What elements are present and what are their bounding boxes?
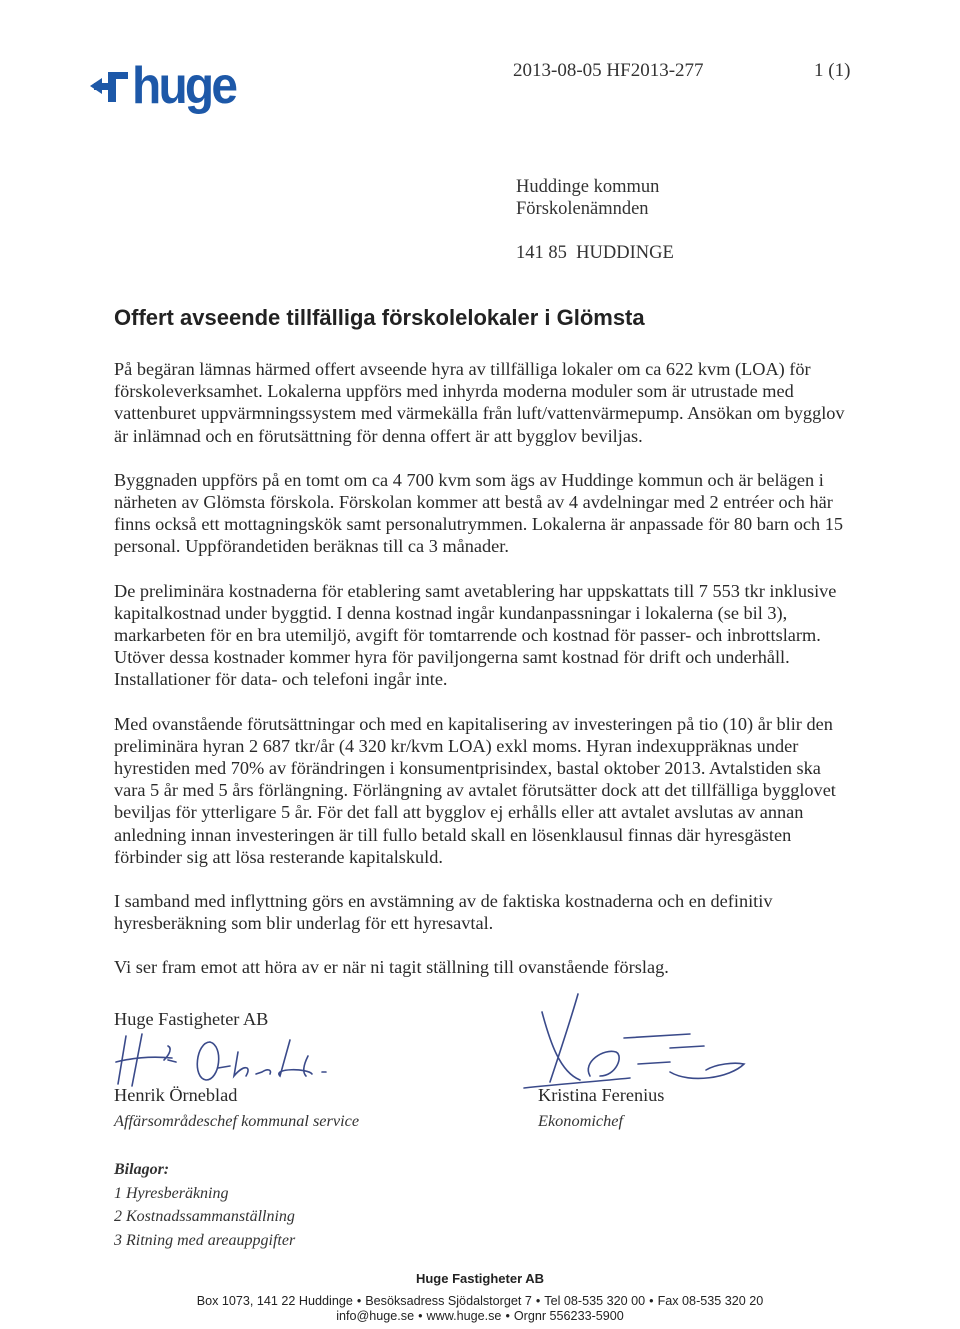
- page-number: 1 (1): [814, 60, 851, 81]
- footer-web-line: [0, 1309, 960, 1323]
- logo-wordmark: huge: [132, 57, 236, 115]
- footer-orgnr: Orgnr 556233-5900: [513, 1309, 624, 1323]
- attachment-item: 2 Kostnadssammanställning: [114, 1208, 295, 1225]
- signature-right-icon: [520, 992, 752, 1096]
- footer-visit: Besöksadress Sjödalstorget 7: [365, 1294, 532, 1308]
- body-paragraph: I samband med inflyttning görs en avstämning av de faktiska kostnaderna och en definitiv hyresberäkning som blir underlag för ett hyresavtal.: [114, 891, 773, 934]
- signing-company: Huge Fastigheter AB: [114, 1009, 269, 1029]
- signer-left-name: Henrik Örneblad: [114, 1085, 238, 1105]
- footer-fax: Fax 08-535 320 20: [657, 1294, 764, 1308]
- attachments-heading: Bilagor:: [114, 1161, 170, 1178]
- footer-company: Huge Fastigheter AB: [415, 1271, 545, 1286]
- bullet-icon: •: [535, 1294, 541, 1308]
- bullet-icon: •: [505, 1309, 510, 1323]
- bullet-icon: •: [356, 1294, 362, 1308]
- body-paragraph: Vi ser fram emot att höra av er när ni tagit ställning till ovanstående förslag.: [114, 957, 669, 978]
- attachment-item: 1 Hyresberäkning: [114, 1184, 229, 1202]
- letter-subject: Offert avseende tillfälliga förskolelokaler i Glömsta: [114, 305, 645, 330]
- huge-logo-mark-icon: [88, 66, 130, 106]
- signer-right-name: Kristina Ferenius: [538, 1085, 665, 1105]
- recipient-org: Huddinge kommun: [516, 177, 660, 197]
- footer-web[interactable]: www.huge.se: [426, 1309, 502, 1323]
- body-paragraph: Byggnaden uppförs på en tomt om ca 4 700 kvm som ägs av Huddinge kommun och är belägen i närheten av Glömsta förskola. Förskolan kommer att bestå av 4 avdelningar med 2 entréer och här finns också ett mottagningskök samt personalutrymmen. Lokalerna är anpassade för 80 barn och 15 personal. Uppförandetiden beräknas till ca 3 månader.: [114, 469, 844, 557]
- signer-left-title: Affärsområdeschef kommunal service: [114, 1111, 360, 1130]
- attachment-item: 3 Ritning med areauppgifter: [114, 1231, 296, 1249]
- footer-tel: Tel 08-535 320 00: [544, 1294, 646, 1308]
- footer-contact-line: [0, 1294, 960, 1308]
- signature-left-icon: [112, 1028, 342, 1090]
- body-paragraph: På begäran lämnas härmed offert avseende hyra av tillfälliga lokaler om ca 622 kvm (LOA) för förskoleverksamhet. Lokalerna uppförs med inhyrda moderna moduler som är utrustade med vattenburet uppvärmningssystem med värmekälla från luft/vattenvärmepump. Ansökan om bygglov är inlämnad och en förutsättning för denna offert är att bygglov beviljas.: [114, 359, 845, 446]
- footer-box: Box 1073, 141 22 Huddinge: [196, 1294, 353, 1308]
- signer-right-title: Ekonomichef: [538, 1111, 623, 1130]
- attachments-list: [114, 1158, 295, 1252]
- recipient-dept: Förskolenämnden: [516, 199, 649, 219]
- date-reference: 2013-08-05 HF2013-277: [513, 60, 704, 81]
- recipient-postal: 141 85 HUDDINGE: [516, 243, 674, 263]
- company-logo: [88, 57, 244, 115]
- bullet-icon: •: [418, 1309, 423, 1323]
- footer-email[interactable]: info@huge.se: [336, 1309, 415, 1323]
- bullet-icon: •: [649, 1294, 654, 1308]
- letter-body: [114, 358, 854, 1001]
- body-paragraph: De preliminära kostnaderna för etablering samt avetablering har uppskattats till 7 553 tkr inklusive kapitalkostnad under byggtid. I denna kostnad ingår kundanpassningar i lokalerna (se bil 3), markarbeten för en bra utemiljö, avgift för tomtarrende och kostnad för passer- och inbrottslarm. Utöver dessa kostnader kommer hyra för paviljongerna samt kostnad för drift och underhåll. Installationer för data- och telefoni ingår inte.: [114, 580, 837, 690]
- body-paragraph: Med ovanstående förutsättningar och med en kapitalisering av investeringen på tio (10) år blir den preliminära hyran 2 687 tkr/år (4 320 kr/kvm LOA) exkl moms. Hyran indexuppräknas under hyrestiden med 70% av förändringen i konsumentprisindex, bastal oktober 2013. Avtalstiden ska vara 5 år med 5 års förlängning. Förlängning av avtalet förutsätter dock att det tillfälliga bygglovet beviljas för ytterligare 5 år. För det fall att bygglov ej erhålls eller att avtalet avslutas av annan anledning innan investeringen är till fullo betald skall en lösenklausul finnas där hyresgästen förbinder sig att lösa resterande kapitalskuld.: [114, 713, 836, 867]
